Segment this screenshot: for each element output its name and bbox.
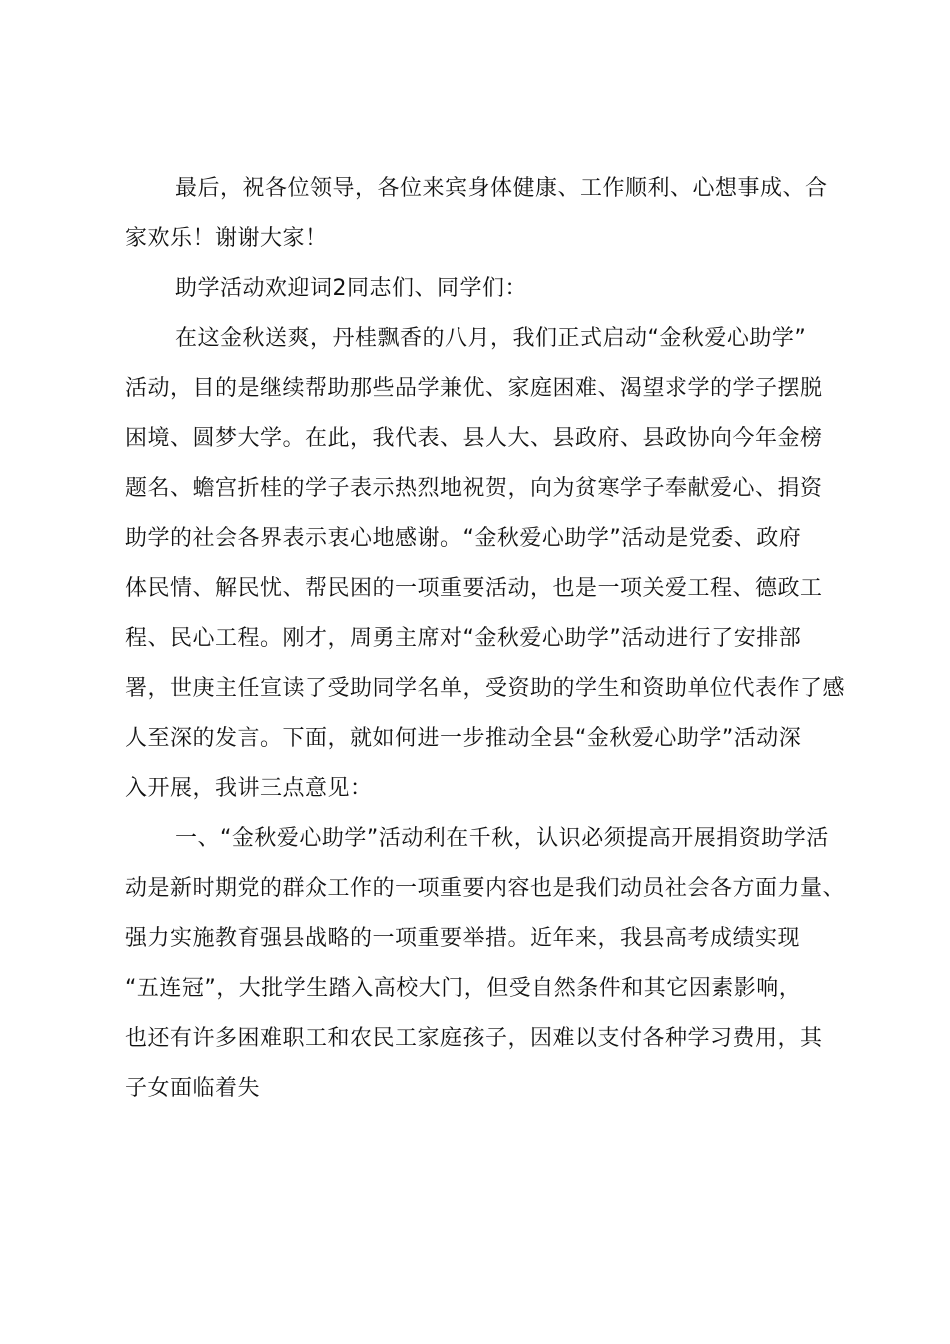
text-line: 署，世庚主任宣读了受助同学名单，受资助的学生和资助单位代表作了感 [125,676,846,701]
text-line: 一、“金秋爱心助学”活动利在千秋，认识必须提高开展捐资助学活 [175,826,829,851]
text-line: 子女面临着失 [125,1076,261,1101]
text-line: 最后，祝各位领导，各位来宾身体健康、工作顺利、心想事成、合 [175,176,828,201]
text-line: 体民情、解民忧、帮民困的一项重要活动，也是一项关爱工程、德政工 [125,576,823,601]
text-line: 动是新时期党的群众工作的一项重要内容也是我们动员社会各方面力量、 [125,876,846,901]
text-line: 助学的社会各界表示衷心地感谢。“金秋爱心助学”活动是党委、政府 [125,526,802,551]
text-line: 人至深的发言。下面，就如何进一步推动全县“金秋爱心助学”活动深 [125,726,802,751]
text-line: 助学活动欢迎词2同志们、同学们： [175,276,527,301]
text-line: 家欢乐！谢谢大家！ [125,226,328,251]
text-line: 强力实施教育强县战略的一项重要举措。近年来，我县高考成绩实现 [125,926,801,951]
text-line: 题名、蟾宫折桂的学子表示热烈地祝贺，向为贫寒学子奉献爱心、捐资 [125,476,823,501]
text-line: 入开展，我讲三点意见： [125,776,373,801]
text-line: 在这金秋送爽，丹桂飘香的八月，我们正式启动“金秋爱心助学” [175,326,807,351]
text-line: 程、民心工程。刚才，周勇主席对“金秋爱心助学”活动进行了安排部 [125,626,802,651]
text-line: 困境、圆梦大学。在此，我代表、县人大、县政府、县政协向今年金榜 [125,426,823,451]
text-line: 也还有许多困难职工和农民工家庭孩子，因难以支付各种学习费用，其 [125,1026,823,1051]
text-line: 活动，目的是继续帮助那些品学兼优、家庭困难、渴望求学的学子摆脱 [125,376,823,401]
text-line: “五连冠”，大批学生踏入高校大门，但受自然条件和其它因素影响， [125,976,802,1001]
